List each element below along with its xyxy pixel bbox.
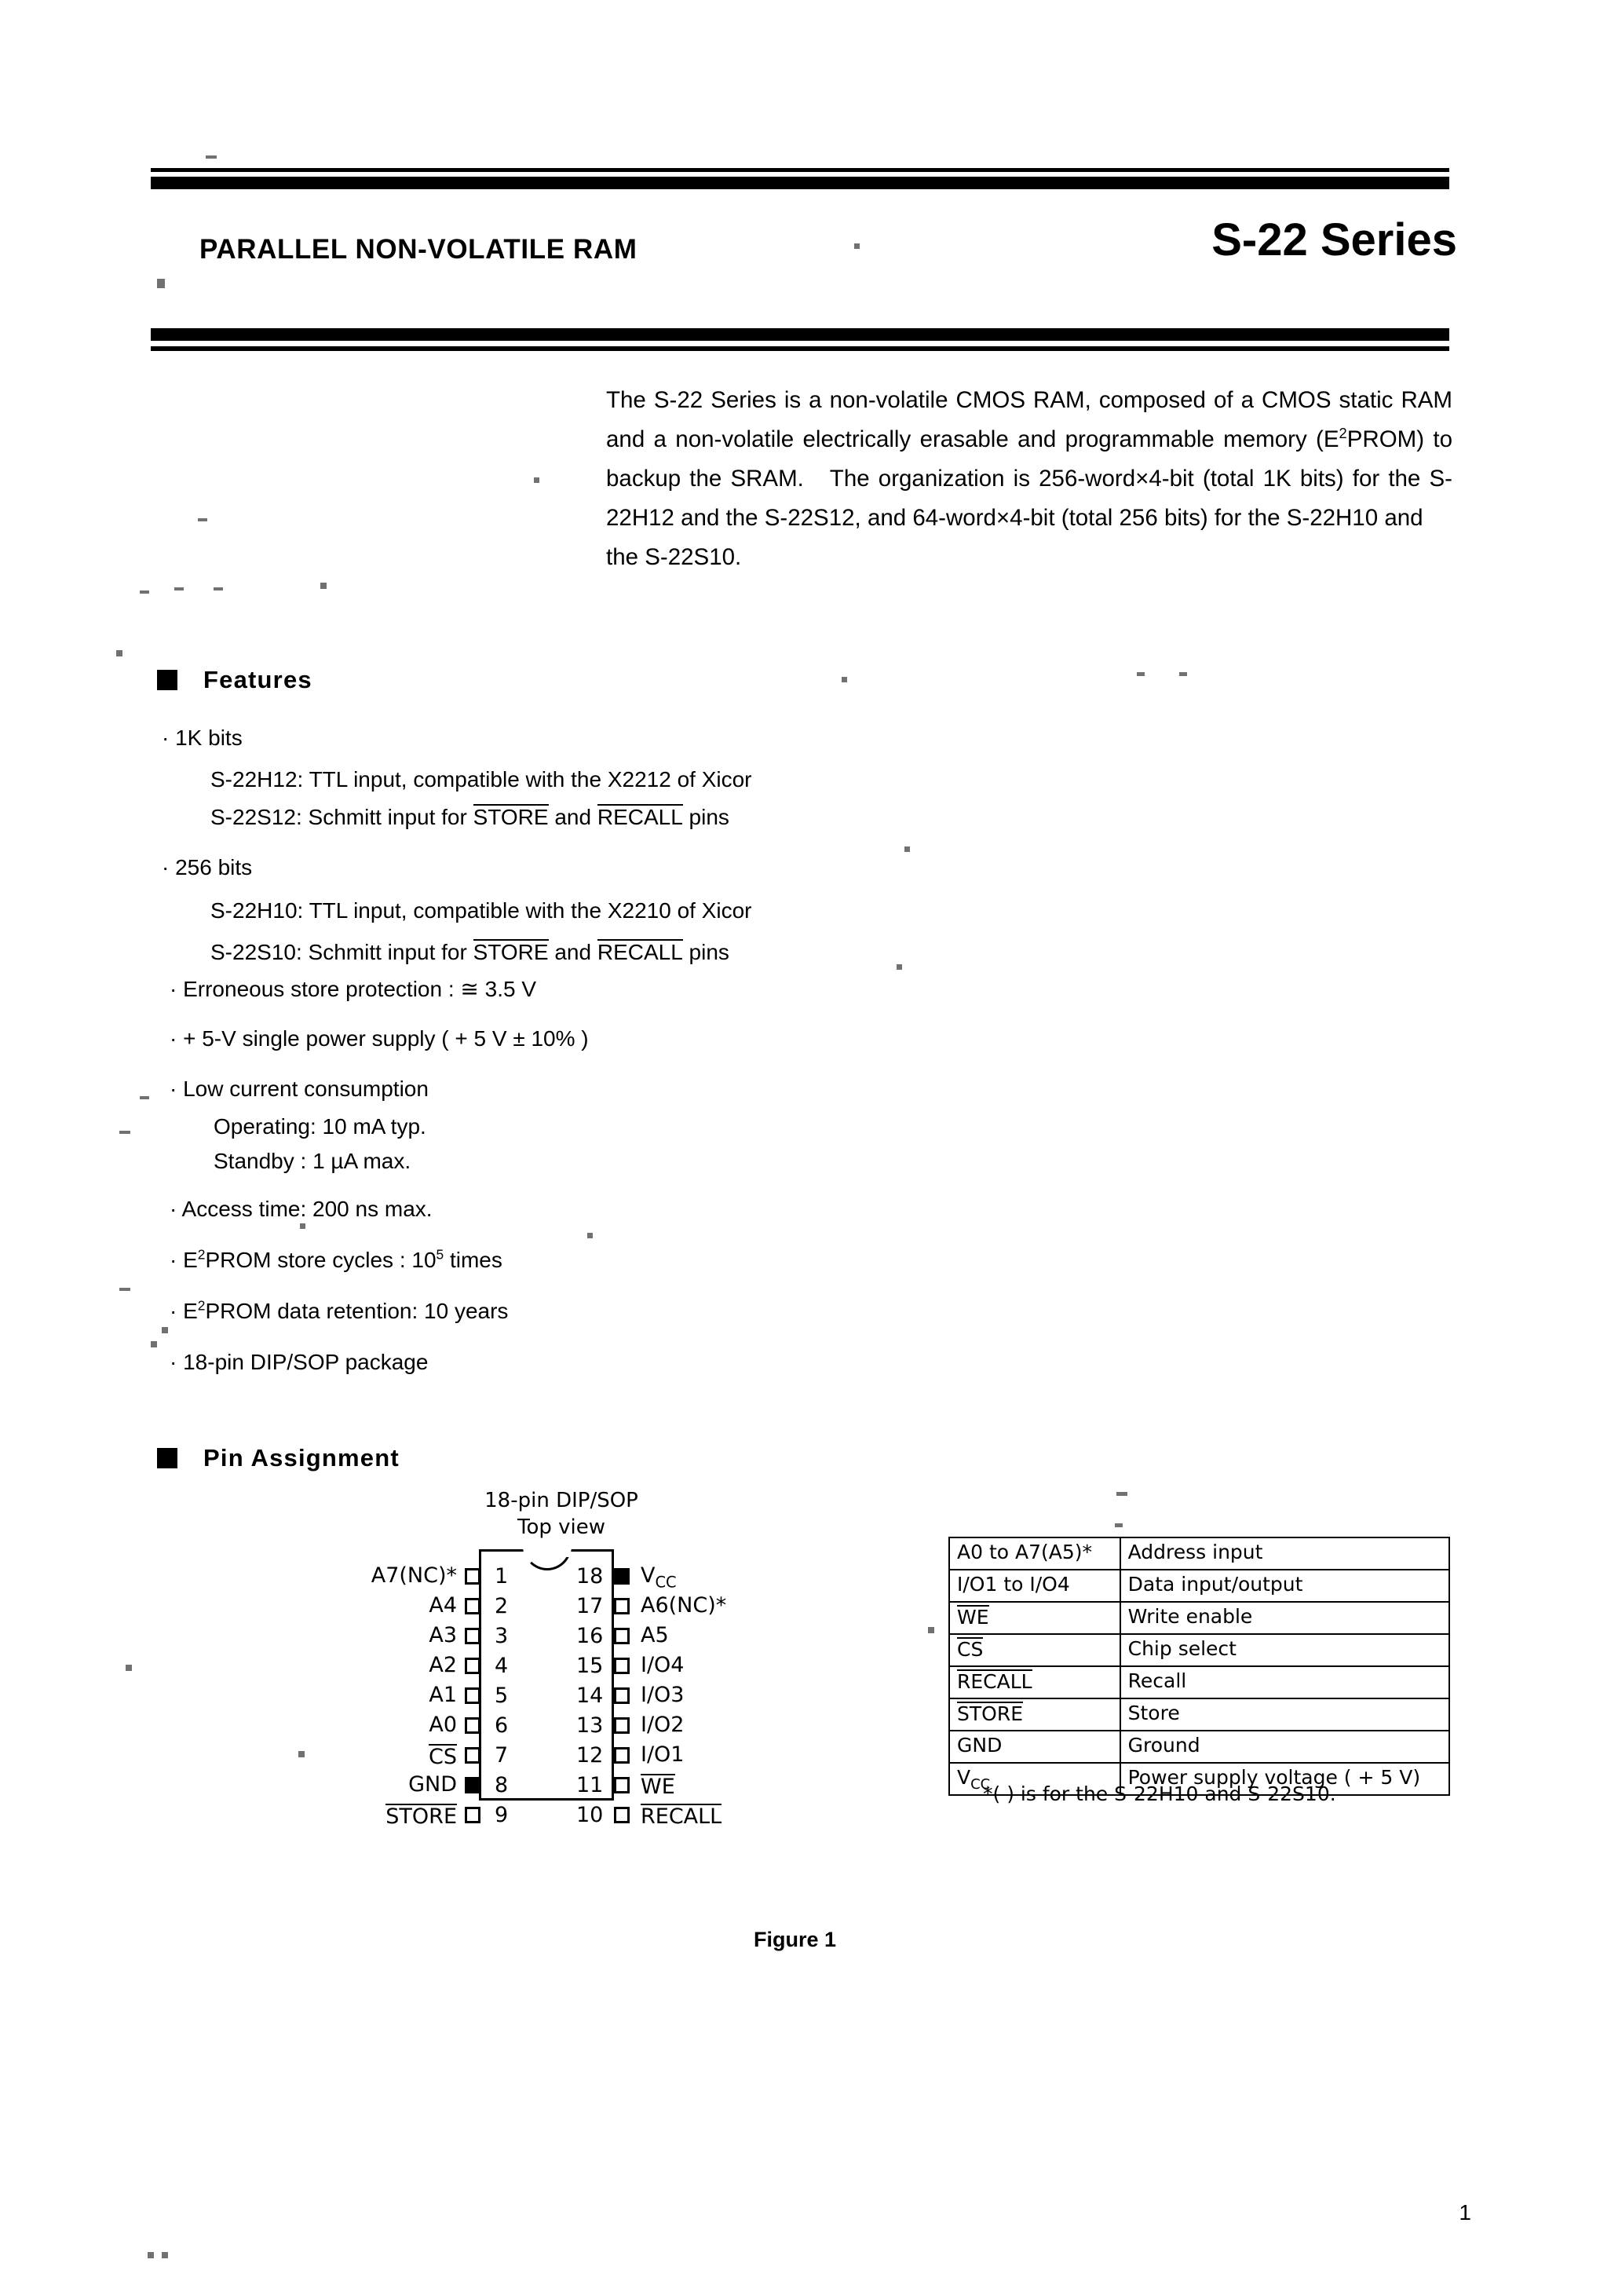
pin-label-6: A0 [429,1713,457,1737]
scan-artifact [897,964,902,970]
feature-256-bits: · 256 bits [162,855,253,879]
superscript-2-b: 2 [197,1297,206,1314]
feature-s22s12-prefix: S-22S12: Schmitt input for [210,805,473,829]
package-caption [471,1487,652,1541]
signal-name: RECALL [957,1670,1032,1694]
package-caption-line2: Top view [517,1515,605,1539]
pin-number-5: 5 [495,1684,509,1708]
scan-artifact [904,846,910,852]
document-subtitle: PARALLEL NON-VOLATILE RAM [199,234,637,265]
feature-erroneous-store-protection: · Erroneous store protection : ≅ 3.5 V [170,977,537,1001]
pin-table-function-cell: Address input [1120,1537,1449,1570]
pin-label-15: I/O4 [641,1653,685,1677]
feature-standby-current: Standby : 1 µA max. [214,1149,411,1173]
pin-label-5: A1 [429,1683,457,1707]
signal-name: $V_{CC}$ [957,1765,991,1793]
feature-s22h12: S-22H12: TTL input, compatible with the X2212 of Xicor [210,767,752,792]
feature-store-cycles-post: times [444,1248,502,1272]
pin-pad-6 [465,1717,480,1734]
pin-number-10: 10 [576,1803,604,1827]
pin-pad-5 [465,1687,480,1704]
scan-artifact [198,518,207,521]
superscript-5: 5 [436,1246,444,1263]
intro-superscript-2: 2 [1339,425,1347,442]
pin-function-table [948,1537,1450,1796]
superscript-2-a: 2 [197,1246,206,1263]
header-rule-top-thin [151,168,1449,172]
feature-1k-bits: · 1K bits [162,726,243,750]
pin-number-3: 3 [495,1624,509,1648]
pin-pad-13 [614,1717,630,1734]
scan-artifact [162,1327,168,1333]
signal-name: I/O1 to I/O4 [957,1572,1070,1596]
pin-pad-3 [465,1628,480,1644]
pin-pad-9 [465,1807,480,1823]
scan-artifact [174,587,184,590]
table-row [949,1570,1449,1602]
pin-label-12: I/O1 [641,1742,685,1767]
scan-artifact [534,477,539,483]
scan-artifact [119,1131,130,1134]
document-title: S-22 Series [1211,214,1457,265]
pin-pad-4 [465,1658,480,1674]
pin-pad-2 [465,1598,480,1614]
features-heading-label: Features [203,666,312,693]
pin-number-18: 18 [576,1564,604,1589]
pin-pad-15 [614,1658,630,1674]
scan-artifact [140,590,149,594]
pin-table-signal-cell [949,1666,1120,1698]
pin-label-17: A6(NC)* [641,1593,727,1618]
feature-s22s10-suffix: pins [682,940,729,964]
signal-name: CS [957,1638,984,1662]
pin-assignment-section-heading [157,1444,400,1472]
scan-artifact [842,677,847,682]
pin-number-1: 1 [495,1564,509,1589]
pin-function-table-body [949,1537,1449,1795]
table-row [949,1731,1449,1763]
scan-artifact [214,587,223,590]
table-row [949,1666,1449,1698]
pin-pad-1 [465,1568,480,1585]
signal-name: WE [957,1606,989,1629]
feature-store-cycles-mid: PROM store cycles : 10 [205,1248,437,1272]
pin-number-15: 15 [576,1654,604,1678]
feature-store-cycles-pre: · E [170,1248,198,1272]
pin-label-16: A5 [641,1623,669,1647]
pin-number-11: 11 [576,1773,604,1797]
scan-artifact [1116,1492,1127,1496]
table-row [949,1698,1449,1731]
scan-artifact [119,1288,130,1291]
features-section-heading [157,666,312,694]
pin-number-12: 12 [576,1743,604,1768]
feature-data-retention-mid: PROM data retention: 10 years [205,1299,509,1323]
pin-pad-10 [614,1807,630,1823]
feature-s22s10 [210,934,729,970]
pin-pad-16 [614,1628,630,1644]
pin-table-signal-cell [949,1602,1120,1634]
page-number: 1 [1459,2200,1471,2225]
feature-s22s12-and: and [548,805,597,829]
feature-data-retention [170,1296,508,1327]
pin-number-9: 9 [495,1803,509,1827]
pin-number-4: 4 [495,1654,509,1678]
scan-artifact [1137,672,1145,676]
feature-s22s12-suffix: pins [682,805,729,829]
intro-last-line: the S-22S10. [606,544,742,570]
pin-pad-7 [465,1747,480,1764]
pin-pad-8 [465,1777,480,1793]
pin-label-2: A4 [429,1593,457,1618]
pin-label-1: A7(NC)* [371,1563,457,1588]
header-rule-top-thick [151,177,1449,189]
pin-pad-11 [614,1777,630,1793]
pin-pad-14 [614,1687,630,1704]
pin-assignment-heading-label: Pin Assignment [203,1444,400,1472]
pin-table-function-cell: Ground [1120,1731,1449,1763]
scan-artifact [148,2252,154,2258]
pin-label-7: CS [429,1745,457,1769]
recall-signal-label-2: RECALL [597,940,683,964]
store-signal-label: STORE [473,805,549,829]
pin-label-4: A2 [429,1653,457,1677]
pin-number-13: 13 [576,1713,604,1738]
signal-name: A0 to A7(A5)* [957,1540,1093,1563]
scan-artifact [320,583,327,589]
pin-table-footnote: *( ) is for the S-22H10 and S-22S10. [983,1782,1336,1805]
feature-access-time: · Access time: 200 ns max. [170,1197,433,1221]
pin-label-18: $V_{CC}$ [641,1563,677,1592]
square-bullet-icon [157,670,177,690]
pin-table-signal-cell [949,1537,1120,1570]
pin-label-8: GND [408,1772,457,1797]
scan-artifact [298,1751,305,1757]
header-rule-bottom-thin [151,346,1449,351]
square-bullet-icon-2 [157,1448,177,1468]
feature-operating-current: Operating: 10 mA typ. [214,1114,426,1139]
scan-artifact [157,279,165,288]
scan-artifact [300,1223,305,1229]
feature-package: · 18-pin DIP/SOP package [170,1350,429,1374]
table-row [949,1537,1449,1570]
store-signal-label-2: STORE [473,940,549,964]
pin-number-2: 2 [495,1594,509,1618]
pin-table-function-cell: Chip select [1120,1634,1449,1666]
feature-s22s12 [210,799,729,835]
scan-artifact [1115,1523,1123,1527]
pin-table-signal-cell [949,1698,1120,1731]
intro-text: The S-22 Series is a non-volatile CMOS RAM, composed of a CMOS static RAM and a non-volatile electrically erasable and programmable memory $(E^2PROM)$ to backup the SRAM. The organization is 256-word×4-bit (total 1K bits) for the S-22H12 and the S-22S12, and 64-word×4-bit (total 256 bits) for the S-22H10 and [606,387,1452,531]
scan-artifact [206,155,217,159]
package-caption-line1: 18-pin DIP/SOP [484,1489,638,1512]
dip-notch-mask [524,1546,570,1550]
pin-pad-18 [614,1568,630,1585]
scan-artifact [151,1341,157,1347]
pin-label-9: STORE [385,1804,457,1829]
pin-table-signal-cell [949,1731,1120,1763]
pin-table-function-cell: Power supply voltage ( + 5 V) [1120,1763,1449,1795]
feature-store-cycles [170,1245,502,1276]
intro-paragraph [606,381,1452,577]
feature-s22s10-prefix: S-22S10: Schmitt input for [210,940,473,964]
pin-table-function-cell: Recall [1120,1666,1449,1698]
pin-pad-17 [614,1598,630,1614]
pin-number-16: 16 [576,1624,604,1648]
pin-table-signal-cell [949,1634,1120,1666]
feature-power-supply: · + 5-V single power supply ( + 5 V ± 10% ) [170,1026,589,1051]
pin-label-14: I/O3 [641,1683,685,1707]
scan-artifact [126,1665,132,1671]
table-row [949,1634,1449,1666]
feature-low-current-consumption: · Low current consumption [170,1077,429,1101]
figure-caption: Figure 1 [754,1928,837,1951]
pin-label-11: WE [641,1775,675,1799]
pin-label-10: RECALL [641,1804,722,1829]
pin-number-14: 14 [576,1684,604,1708]
scan-artifact [1179,672,1187,676]
table-row [949,1602,1449,1634]
pin-table-signal-cell [949,1570,1120,1602]
pin-label-3: A3 [429,1623,457,1647]
scan-artifact [116,650,122,656]
signal-name: GND [957,1733,1003,1757]
pin-label-13: I/O2 [641,1713,685,1737]
scan-artifact [854,243,860,249]
dip-package-diagram [345,1543,801,1830]
scan-artifact [587,1233,593,1238]
signal-name: STORE [957,1702,1023,1726]
recall-signal-label: RECALL [597,805,683,829]
scan-artifact [162,2252,168,2258]
pin-table-function-cell: Write enable [1120,1602,1449,1634]
feature-s22s10-and: and [548,940,597,964]
pin-number-6: 6 [495,1713,509,1738]
pin-number-17: 17 [576,1594,604,1618]
feature-s22h10: S-22H10: TTL input, compatible with the X2210 of Xicor [210,898,752,923]
pin-pad-12 [614,1747,630,1764]
pin-table-function-cell: Store [1120,1698,1449,1731]
pin-table-function-cell: Data input/output [1120,1570,1449,1602]
header-rule-bottom-thick [151,328,1449,341]
feature-data-retention-pre: · E [170,1299,198,1323]
scan-artifact [140,1096,149,1099]
pin-number-7: 7 [495,1743,509,1768]
pin-number-8: 8 [495,1773,509,1797]
scan-artifact [928,1627,934,1633]
